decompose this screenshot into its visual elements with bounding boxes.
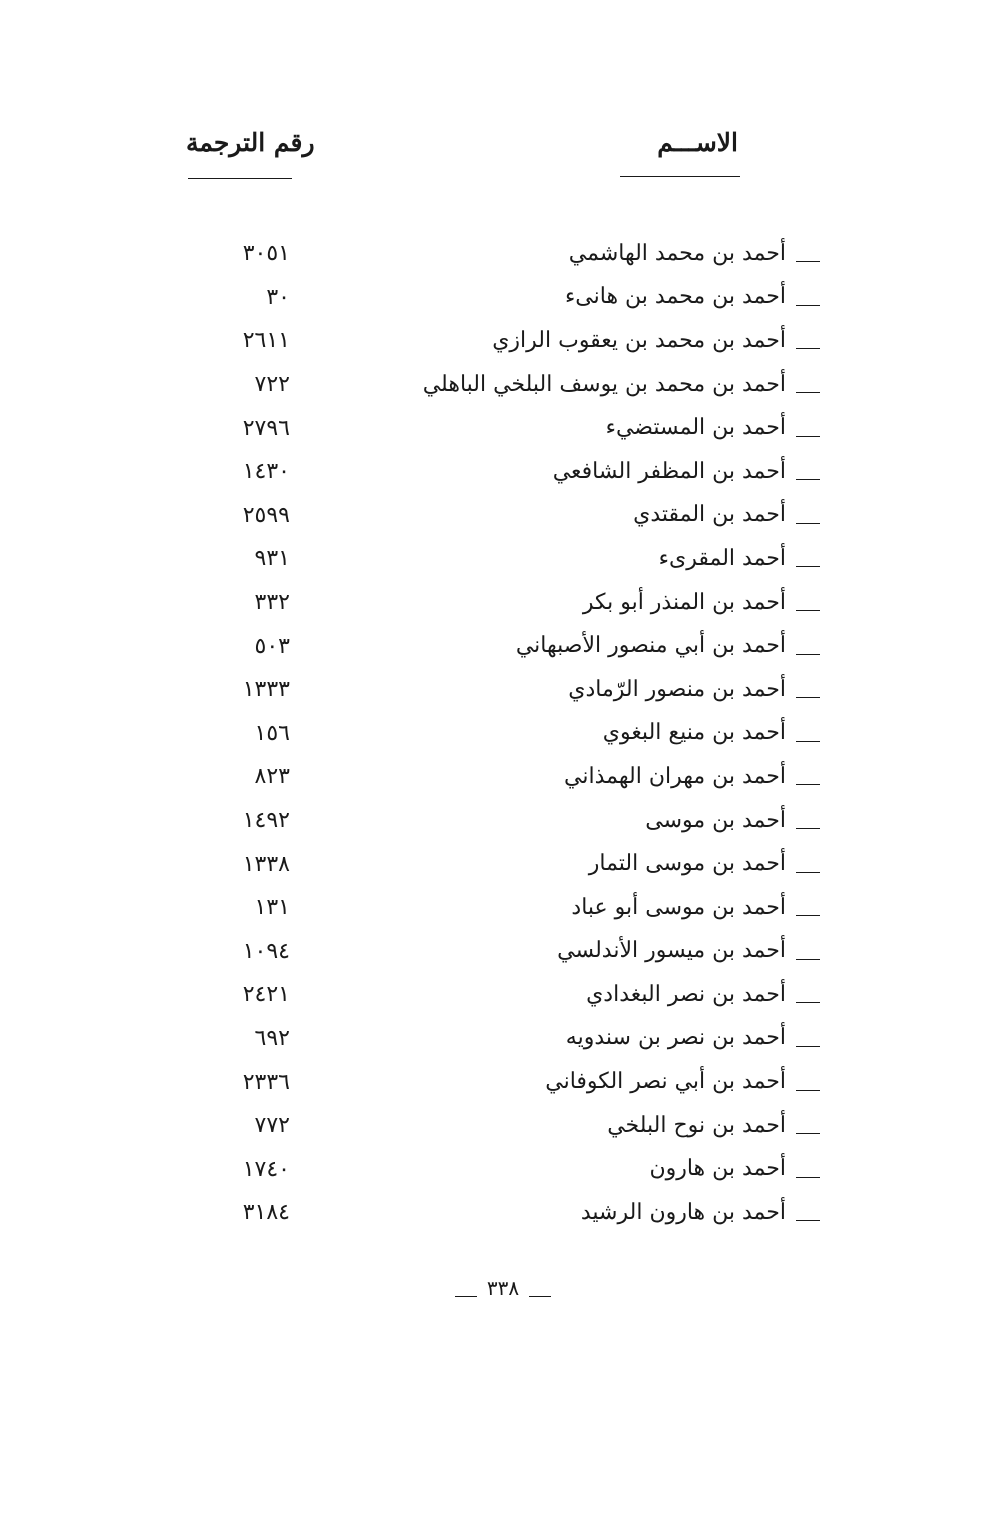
entry-row [0, 1017, 1006, 1061]
entry-row [0, 973, 1006, 1017]
entry-number: ٩٣١ [254, 546, 290, 572]
entry-name: أحمد بن موسى [645, 807, 786, 833]
number-column-header: رقم الترجمة [186, 128, 315, 157]
entry-list [0, 232, 1006, 1235]
entry-name: أحمد بن نصر البغدادي [586, 981, 786, 1007]
name-header-underline [620, 176, 740, 177]
entry-name: أحمد بن منصور الرّمادي [568, 676, 786, 702]
entry-dash [796, 348, 820, 349]
entry-number: ٣٣٢ [254, 590, 290, 616]
entry-row [0, 581, 1006, 625]
entry-dash [796, 1177, 820, 1178]
entry-dash [796, 654, 820, 655]
entry-number: ٢٣٣٦ [242, 1069, 290, 1095]
entry-dash [796, 828, 820, 829]
entry-dash [796, 436, 820, 437]
entry-number: ٢٤٢١ [242, 982, 290, 1008]
entry-name-wrap [583, 581, 820, 625]
entry-dash [796, 784, 820, 785]
entry-dash [796, 1002, 820, 1003]
entry-name: أحمد بن موسى التمار [588, 851, 786, 877]
entry-number: ١٣١ [254, 895, 290, 921]
footer-dash-right [529, 1296, 551, 1297]
entry-number: ٨٢٣ [254, 764, 290, 790]
entry-number: ١٥٦ [254, 720, 290, 746]
entry-name: أحمد بن ميسور الأندلسي [557, 938, 786, 964]
entry-name-wrap [586, 973, 820, 1017]
entry-number: ٢٦١١ [242, 328, 290, 354]
entry-dash [796, 1133, 820, 1134]
entry-number: ٣٠ [266, 284, 290, 310]
entry-name-wrap [564, 755, 820, 799]
entry-row [0, 624, 1006, 668]
entry-name-wrap [607, 1104, 820, 1148]
entry-name: أحمد بن هارون الرشيد [580, 1199, 786, 1225]
entry-name: أحمد بن محمد بن يوسف البلخي الباهلي [422, 371, 786, 397]
entry-row [0, 886, 1006, 930]
entry-row [0, 319, 1006, 363]
entry-row [0, 363, 1006, 407]
number-header-underline [188, 178, 292, 179]
entry-name-wrap [545, 1060, 820, 1104]
entry-number: ٥٠٣ [254, 633, 290, 659]
entry-name-wrap [565, 276, 820, 320]
entry-row [0, 537, 1006, 581]
entry-name: أحمد بن المظفر الشافعي [552, 458, 786, 484]
entry-dash [796, 566, 820, 567]
entry-dash [796, 1220, 820, 1221]
entry-dash [796, 523, 820, 524]
footer-dash-left [455, 1296, 477, 1297]
entry-row [0, 494, 1006, 538]
entry-row [0, 755, 1006, 799]
entry-dash [796, 741, 820, 742]
entry-dash [796, 959, 820, 960]
entry-number: ١٣٣٣ [242, 677, 290, 703]
entry-name: أحمد بن المقتدي [633, 502, 786, 528]
entry-row [0, 406, 1006, 450]
entry-number: ١٠٩٤ [242, 938, 290, 964]
entry-number: ٦٩٢ [254, 1025, 290, 1051]
entry-number: ٧٢٢ [254, 372, 290, 398]
entry-row [0, 668, 1006, 712]
entry-name-wrap [649, 1147, 820, 1191]
entry-row [0, 1104, 1006, 1148]
entry-row [0, 712, 1006, 756]
entry-row [0, 1147, 1006, 1191]
entry-number: ٢٧٩٦ [242, 415, 290, 441]
entry-dash [796, 610, 820, 611]
entry-name-wrap [553, 450, 820, 494]
entry-name: أحمد بن أبي نصر الكوفاني [545, 1069, 786, 1095]
entry-name-wrap [581, 1191, 820, 1235]
entry-dash [796, 915, 820, 916]
entry-name: أحمد بن محمد الهاشمي [568, 240, 786, 266]
entry-name-wrap [566, 1017, 820, 1061]
entry-name: أحمد بن أبي منصور الأصبهاني [515, 633, 786, 659]
entry-row [0, 842, 1006, 886]
name-column-header: الاســـم [657, 128, 738, 157]
entry-number: ٢٥٩٩ [242, 502, 290, 528]
entry-number: ١٧٤٠ [242, 1156, 290, 1182]
entry-number: ١٣٣٨ [242, 851, 290, 877]
entry-name-wrap [633, 494, 820, 538]
page-number: ٣٣٨ [486, 1276, 520, 1300]
entry-name: أحمد بن نصر بن سندويه [565, 1025, 786, 1051]
entry-dash [796, 479, 820, 480]
entry-dash [796, 261, 820, 262]
entry-name-wrap [645, 799, 820, 843]
entry-name: أحمد بن منيع البغوي [602, 720, 786, 746]
entry-name: أحمد بن نوح البلخي [607, 1112, 786, 1138]
entry-name-wrap [423, 363, 820, 407]
entry-row [0, 1191, 1006, 1235]
entry-row [0, 799, 1006, 843]
entry-dash [796, 1090, 820, 1091]
entry-dash [796, 872, 820, 873]
entry-name-wrap [569, 232, 820, 276]
entry-row [0, 232, 1006, 276]
entry-name: أحمد بن المستضيء [605, 415, 786, 441]
entry-number: ١٤٩٢ [242, 808, 290, 834]
entry-name-wrap [557, 930, 820, 974]
entry-name: أحمد بن مهران الهمذاني [564, 763, 786, 789]
entry-row [0, 1060, 1006, 1104]
entry-name: أحمد بن محمد بن هانىء [564, 284, 786, 310]
entry-dash [796, 305, 820, 306]
entry-name-wrap [568, 668, 820, 712]
entry-name: أحمد بن المنذر أبو بكر [582, 589, 786, 615]
entry-name: أحمد بن موسى أبو عباد [571, 894, 786, 920]
entry-name-wrap [603, 712, 820, 756]
entry-dash [796, 697, 820, 698]
entry-name-wrap [659, 537, 820, 581]
entry-number: ٧٧٢ [254, 1113, 290, 1139]
entry-row [0, 930, 1006, 974]
entry-number: ٣١٨٤ [242, 1200, 290, 1226]
entry-name-wrap [492, 319, 820, 363]
entry-row [0, 450, 1006, 494]
entry-name-wrap [606, 406, 820, 450]
entry-row [0, 276, 1006, 320]
page-footer [0, 1276, 1006, 1300]
entry-number: ١٤٣٠ [242, 459, 290, 485]
entry-name-wrap [589, 842, 820, 886]
entry-name: أحمد المقرىء [658, 545, 786, 571]
entry-name: أحمد بن محمد بن يعقوب الرازي [492, 327, 786, 353]
entry-dash [796, 1046, 820, 1047]
entry-number: ٣٠٥١ [242, 241, 290, 267]
entry-name-wrap [571, 886, 820, 930]
entry-name: أحمد بن هارون [649, 1156, 786, 1182]
entry-name-wrap [516, 624, 820, 668]
entry-dash [796, 392, 820, 393]
